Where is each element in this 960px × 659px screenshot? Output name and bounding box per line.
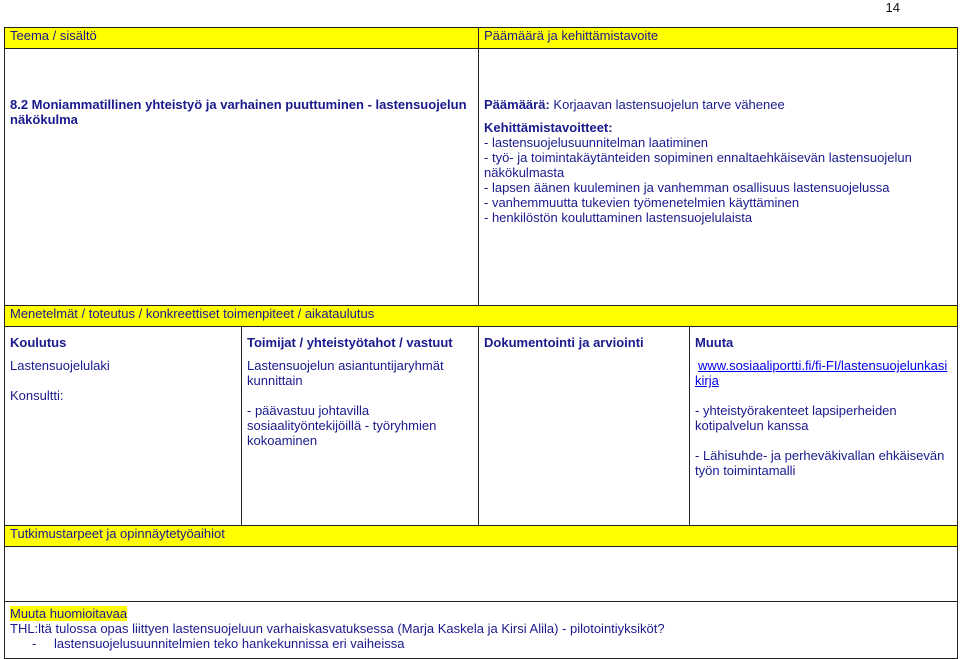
goal-header: Päämäärä ja kehittämistavoite	[479, 28, 958, 49]
notes-line: lastensuojelusuunnitelmien teko hankekunnissa eri vaiheissa	[54, 636, 405, 651]
research-header: Tutkimustarpeet ja opinnäytetyöaihiot	[5, 526, 958, 547]
koulutus-item: Konsultti:	[10, 388, 64, 403]
koulutus-heading: Koulutus	[10, 335, 67, 350]
dokumentointi-heading: Dokumentointi ja arviointi	[484, 335, 644, 350]
toimijat-line: - päävastuu johtavilla sosiaalityöntekijöillä - työryhmien kokoaminen	[247, 403, 437, 448]
notes-header: Muuta huomioitavaa	[10, 606, 128, 621]
toimijat-heading: Toimijat / yhteistyötahot / vastuut	[247, 335, 453, 350]
dev-goal-item: - vanhemmuutta tukevien työmenetelmien käyttäminen	[484, 195, 800, 210]
research-cell	[5, 547, 958, 602]
dev-goals-label: Kehittämistavoitteet:	[484, 120, 613, 135]
muuta-heading: Muuta	[695, 335, 734, 350]
koulutus-cell	[5, 327, 242, 526]
theme-title: 8.2 Moniammatillinen yhteistyö ja varhainen puuttuminen - lastensuojelun näkökulma	[10, 97, 467, 127]
sosiaaliportti-link[interactable]: www.sosiaaliportti.fi/fi-FI/lastensuojelunkasikirja	[695, 358, 948, 388]
notes-line: THL:ltä tulossa opas liittyen lastensuojeluun varhaiskasvatuksessa (Marja Kaskela ja Kirsi Alila) - pilotointiyksiköt?	[10, 621, 665, 636]
notes-bullet: -	[32, 636, 37, 651]
muuta-cell	[690, 327, 958, 526]
dev-goal-item: - lapsen äänen kuuleminen ja vanhemman osallisuus lastensuojelussa	[484, 180, 890, 195]
dev-goal-item: - henkilöstön kouluttaminen lastensuojelulaista	[484, 210, 753, 225]
dev-goal-item: - lastensuojelusuunnitelman laatiminen	[484, 135, 709, 150]
planning-table	[4, 27, 958, 659]
goal-text: Korjaavan lastensuojelun tarve vähenee	[553, 97, 785, 112]
methods-header: Menetelmät / toteutus / konkreettiset toimenpiteet / aikataulutus	[5, 306, 958, 327]
dev-goal-item: - työ- ja toimintakäytänteiden sopiminen ennaltaehkäisevän lastensuojelun näkökulmasta	[484, 150, 912, 180]
theme-cell	[5, 49, 479, 306]
muuta-item: - yhteistyörakenteet lapsiperheiden kotipalvelun kanssa	[695, 403, 897, 433]
koulutus-item: Lastensuojelulaki	[10, 358, 110, 373]
goal-cell	[479, 49, 958, 306]
page-number: 14	[885, 0, 900, 15]
dokumentointi-cell	[479, 327, 690, 526]
toimijat-line: Lastensuojelun asiantuntijaryhmät kunnittain	[247, 358, 444, 388]
goal-label: Päämäärä:	[484, 97, 550, 112]
toimijat-cell	[242, 327, 479, 526]
theme-header: Teema / sisältö	[5, 28, 479, 49]
muuta-item: - Lähisuhde- ja perheväkivallan ehkäisevän työn toimintamalli	[695, 448, 945, 478]
notes-cell	[5, 602, 958, 659]
